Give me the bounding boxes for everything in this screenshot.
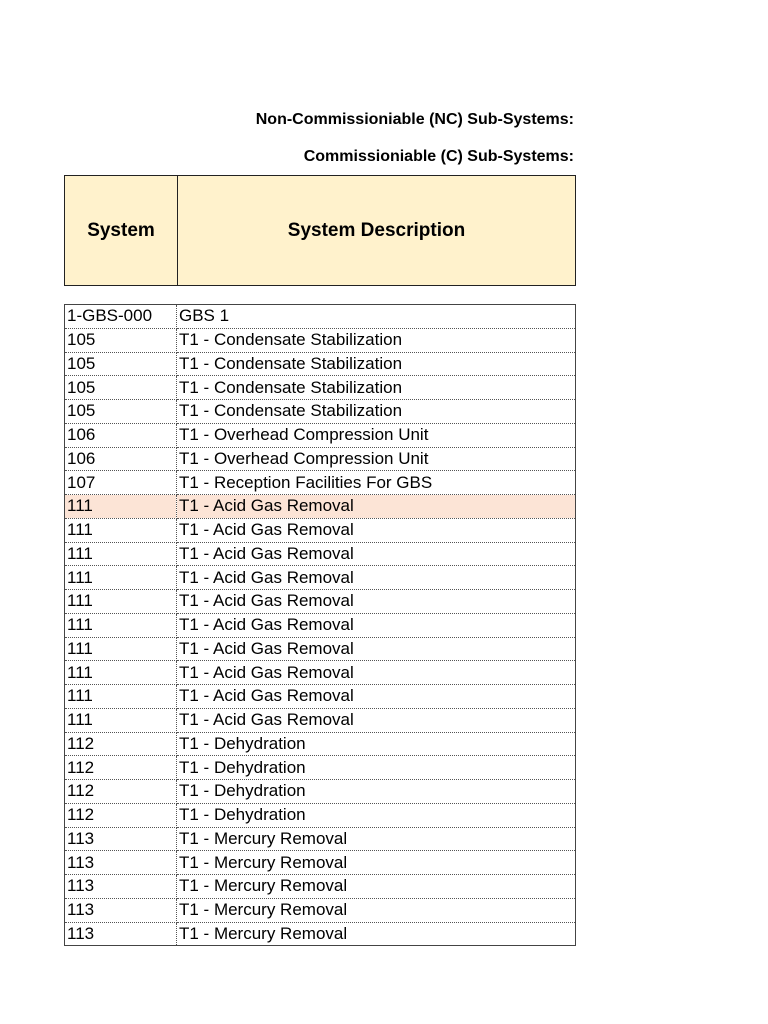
system-cell[interactable]: 105 xyxy=(65,376,177,400)
system-cell[interactable]: 113 xyxy=(65,922,177,946)
system-cell[interactable]: 111 xyxy=(65,613,177,637)
description-column-header[interactable]: System Description xyxy=(178,176,576,286)
description-cell[interactable]: T1 - Reception Facilities For GBS xyxy=(177,471,576,495)
table-row[interactable] xyxy=(65,875,576,899)
description-cell[interactable]: T1 - Acid Gas Removal xyxy=(177,566,576,590)
system-cell[interactable]: 105 xyxy=(65,328,177,352)
description-cell[interactable]: T1 - Acid Gas Removal xyxy=(177,518,576,542)
description-cell[interactable]: T1 - Condensate Stabilization xyxy=(177,376,576,400)
description-cell[interactable]: T1 - Mercury Removal xyxy=(177,827,576,851)
system-cell[interactable]: 111 xyxy=(65,708,177,732)
system-cell[interactable]: 106 xyxy=(65,447,177,471)
table-row[interactable] xyxy=(65,542,576,566)
system-cell[interactable]: 111 xyxy=(65,685,177,709)
description-cell[interactable]: T1 - Overhead Compression Unit xyxy=(177,447,576,471)
system-cell[interactable]: 112 xyxy=(65,732,177,756)
description-cell[interactable]: T1 - Condensate Stabilization xyxy=(177,328,576,352)
system-cell[interactable]: 111 xyxy=(65,542,177,566)
nc-subsystems-label: Non-Commissioniable (NC) Sub-Systems: xyxy=(255,111,574,128)
description-cell[interactable]: GBS 1 xyxy=(177,305,576,329)
description-cell[interactable]: T1 - Acid Gas Removal xyxy=(177,613,576,637)
description-cell[interactable]: T1 - Dehydration xyxy=(177,756,576,780)
system-cell[interactable]: 112 xyxy=(65,803,177,827)
description-cell[interactable]: T1 - Mercury Removal xyxy=(177,851,576,875)
description-cell[interactable]: T1 - Overhead Compression Unit xyxy=(177,423,576,447)
description-cell[interactable]: T1 - Acid Gas Removal xyxy=(177,708,576,732)
table-row[interactable] xyxy=(65,637,576,661)
column-header-table xyxy=(64,175,576,286)
description-cell[interactable]: T1 - Condensate Stabilization xyxy=(177,352,576,376)
description-cell[interactable]: T1 - Acid Gas Removal xyxy=(177,495,576,519)
table-row[interactable] xyxy=(65,352,576,376)
table-row[interactable] xyxy=(65,423,576,447)
system-column-header[interactable]: System xyxy=(65,176,178,286)
systems-table xyxy=(64,304,576,946)
table-row[interactable] xyxy=(65,685,576,709)
system-cell[interactable]: 112 xyxy=(65,780,177,804)
system-cell[interactable]: 1-GBS-000 xyxy=(65,305,177,329)
description-cell[interactable]: T1 - Dehydration xyxy=(177,780,576,804)
system-cell[interactable]: 113 xyxy=(65,875,177,899)
c-subsystems-label: Commissioniable (C) Sub-Systems: xyxy=(303,148,574,165)
system-cell[interactable]: 106 xyxy=(65,423,177,447)
table-row[interactable] xyxy=(65,518,576,542)
table-row[interactable] xyxy=(65,780,576,804)
system-cell[interactable]: 113 xyxy=(65,827,177,851)
system-cell[interactable]: 111 xyxy=(65,566,177,590)
table-row[interactable] xyxy=(65,613,576,637)
table-row[interactable] xyxy=(65,305,576,329)
description-cell[interactable]: T1 - Mercury Removal xyxy=(177,875,576,899)
table-row[interactable] xyxy=(65,495,576,519)
system-cell[interactable]: 113 xyxy=(65,851,177,875)
table-row[interactable] xyxy=(65,590,576,614)
table-row[interactable] xyxy=(65,447,576,471)
table-row[interactable] xyxy=(65,827,576,851)
table-row[interactable] xyxy=(65,898,576,922)
table-row[interactable] xyxy=(65,400,576,424)
table-row[interactable] xyxy=(65,328,576,352)
description-cell[interactable]: T1 - Condensate Stabilization xyxy=(177,400,576,424)
table-row[interactable] xyxy=(65,803,576,827)
system-cell[interactable]: 111 xyxy=(65,661,177,685)
table-row[interactable] xyxy=(65,732,576,756)
table-row[interactable] xyxy=(65,376,576,400)
system-cell[interactable]: 105 xyxy=(65,400,177,424)
systems-table-body xyxy=(65,305,576,946)
description-cell[interactable]: T1 - Acid Gas Removal xyxy=(177,590,576,614)
system-cell[interactable]: 111 xyxy=(65,495,177,519)
description-cell[interactable]: T1 - Acid Gas Removal xyxy=(177,661,576,685)
system-cell[interactable]: 105 xyxy=(65,352,177,376)
description-cell[interactable]: T1 - Dehydration xyxy=(177,732,576,756)
table-row[interactable] xyxy=(65,851,576,875)
system-cell[interactable]: 111 xyxy=(65,518,177,542)
table-row[interactable] xyxy=(65,708,576,732)
description-cell[interactable]: T1 - Acid Gas Removal xyxy=(177,542,576,566)
table-row[interactable] xyxy=(65,756,576,780)
table-row[interactable] xyxy=(65,922,576,946)
description-cell[interactable]: T1 - Acid Gas Removal xyxy=(177,637,576,661)
table-row[interactable] xyxy=(65,566,576,590)
system-cell[interactable]: 112 xyxy=(65,756,177,780)
system-cell[interactable]: 113 xyxy=(65,898,177,922)
description-cell[interactable]: T1 - Acid Gas Removal xyxy=(177,685,576,709)
description-cell[interactable]: T1 - Dehydration xyxy=(177,803,576,827)
table-row[interactable] xyxy=(65,471,576,495)
system-cell[interactable]: 111 xyxy=(65,637,177,661)
table-row[interactable] xyxy=(65,661,576,685)
description-cell[interactable]: T1 - Mercury Removal xyxy=(177,922,576,946)
description-cell[interactable]: T1 - Mercury Removal xyxy=(177,898,576,922)
system-cell[interactable]: 111 xyxy=(65,590,177,614)
header-row xyxy=(65,176,576,286)
system-cell[interactable]: 107 xyxy=(65,471,177,495)
